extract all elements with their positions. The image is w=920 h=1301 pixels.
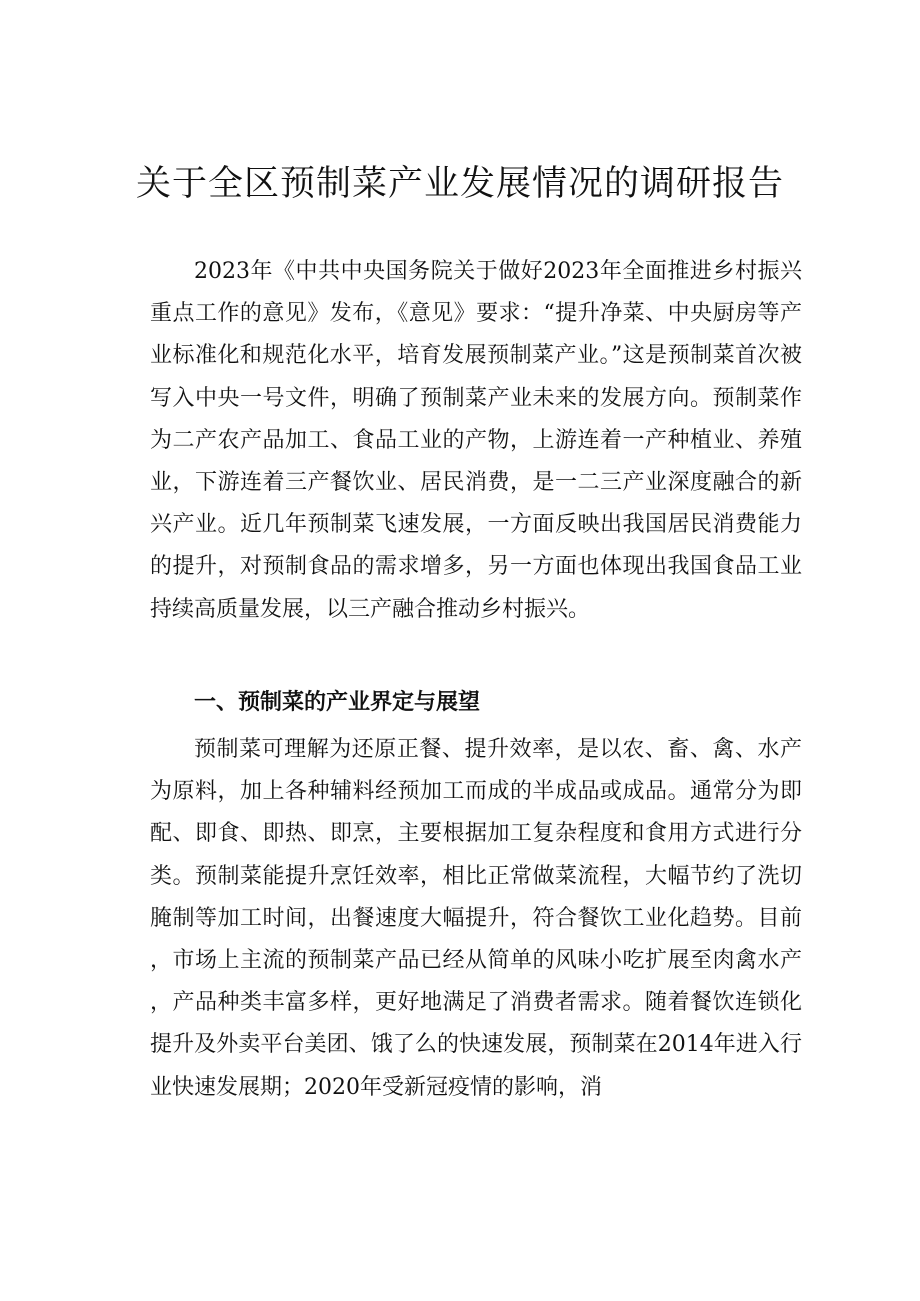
section-paragraph: 预制菜可理解为还原正餐、提升效率，是以农、畜、禽、水产为原料，加上各种辅料经预加工而成的半成品或成品。通常分为即配、即食、即热、即烹，主要根据加工复杂程度和食用方式进行分类。预制菜能提升烹饪效率，相比正常做菜流程，大幅节约了洗切腌制等加工时间，出餐速度大幅提升，符合餐饮工业化趋势。目前，市场上主流的预制菜产品已经从简单的风味小吃扩展至肉禽水产，产品种类丰富多样，更好地满足了消费者需求。随着餐饮连锁化提升及外卖平台美团、饿了么的快速发展，预制菜在2014年进入行业快速发展期；2020年受新冠疫情的影响，消: [150, 737, 802, 1100]
document-title: 关于全区预制菜产业发展情况的调研报告: [135, 164, 784, 204]
section-heading: 一、预制菜的产业界定与展望: [194, 690, 481, 715]
intro-paragraph: 2023年《中共中央国务院关于做好2023年全面推进乡村振兴重点工作的意见》发布，《意见》要求：“提升净菜、中央厨房等产业标准化和规范化水平，培育发展预制菜产业。”这是预制菜首次被写入中央一号文件，明确了预制菜产业未来的发展方向。预制菜作为二产农产品加工、食品工业的产物，上游连着一产种植业、养殖业，下游连着三产餐饮业、居民消费，是一二三产业深度融合的新兴产业。近几年预制菜飞速发展，一方面反映出我国居民消费能力的提升，对预制食品的需求增多，另一方面也体现出我国食品工业持续高质量发展，以三产融合推动乡村振兴。: [150, 259, 802, 622]
